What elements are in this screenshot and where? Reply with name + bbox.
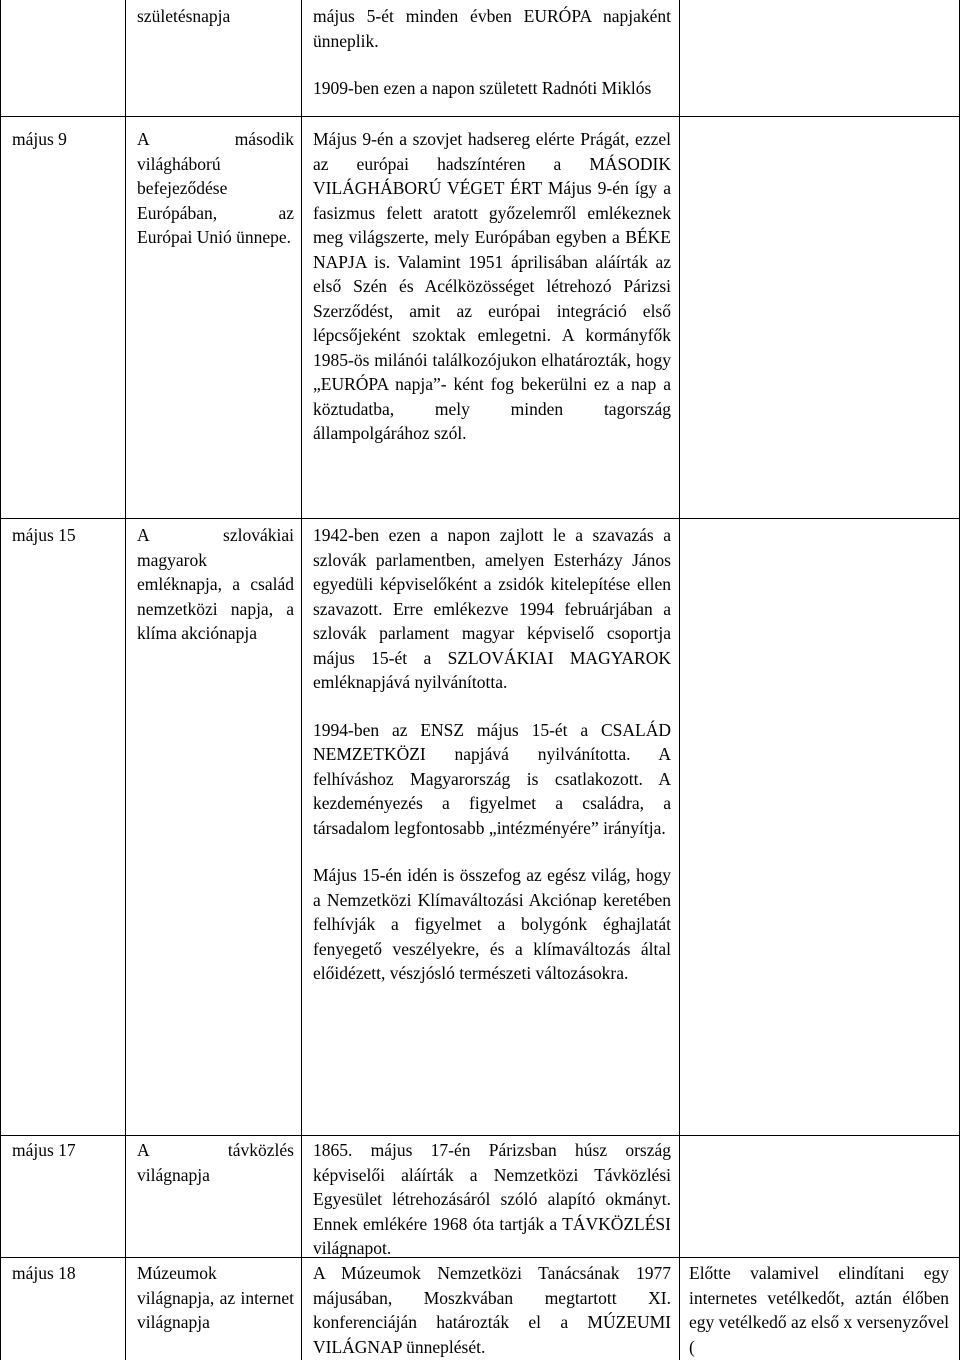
- notes-cell: Előtte valamivel elindítani egy internetes vetélkedőt, aztán élőben egy vetélkedő az első x versenyzővel (: [689, 1263, 949, 1357]
- row-divider: [0, 116, 960, 117]
- row-divider: [0, 518, 960, 519]
- details-cell: [313, 4, 671, 101]
- date-cell: május 15: [12, 525, 76, 545]
- details-cell: [313, 523, 671, 986]
- detail-paragraph: Május 9-én a szovjet hadsereg elérte Prágát, ezzel az európai hadszíntéren a MÁSODIK VILÁGHÁBORÚ VÉGET ÉRT Május 9-én így a fasizmus felett aratott győzelemről emlékeznek meg világszerte, mely Európában egyben a BÉKE NAPJA is. Valamint 1951 áprilisában aláírták az első Szén és Acélközösséget létrehozó Párizsi Szerződést, amit az európai integráció első lépcsőjeként szoktak emlegetni. A kormányfők 1985-ös milánói találkozójukon elhatározták, hogy „EURÓPA napja”- ként fog bekerülni ez a nap a köztudatba, mely minden tagország állampolgárához szól.: [313, 129, 671, 443]
- detail-paragraph: 1994-ben az ENSZ május 15-ét a CSALÁD NEMZETKÖZI napjává nyilvánította. A felhíváshoz Magyarország is csatlakozott. A kezdeményezés a figyelmet a családra, a társadalom legfontosabb „intézményére” irányítja.: [313, 719, 671, 838]
- date-cell: május 18: [12, 1263, 76, 1283]
- detail-paragraph: 1909-ben ezen a napon született Radnóti Miklós: [313, 78, 652, 98]
- event-cell: A szlovákiai magyarok emléknapja, a család nemzetközi napja, a klíma akciónapja: [137, 525, 294, 643]
- details-cell: [313, 1261, 671, 1359]
- detail-paragraph: május 5-ét minden évben EURÓPA napjaként ünneplik.: [313, 6, 671, 51]
- details-cell: [313, 1138, 671, 1261]
- table-divider: [679, 0, 680, 1360]
- details-cell: [313, 127, 671, 446]
- date-cell: május 17: [12, 1140, 76, 1160]
- event-cell: Múzeumok világnapja, az internet világnapja: [137, 1263, 294, 1332]
- table-divider: [125, 0, 126, 1360]
- detail-paragraph: 1865. május 17-én Párizsban húsz ország képviselői aláírták a Nemzetközi Távközlési Egyesület létrehozásáról szóló alapító okmányt. Ennek emlékére 1968 óta tartják a TÁVKÖZLÉSI világnapot.: [313, 1140, 671, 1258]
- date-cell: május 9: [12, 129, 67, 149]
- detail-paragraph: A Múzeumok Nemzetközi Tanácsának 1977 májusában, Moszkvában megtartott XI. konferenciáján határozták el a MÚZEUMI VILÁGNAP ünneplését.: [313, 1263, 671, 1357]
- table-divider: [301, 0, 302, 1360]
- event-cell: A távközlés világnapja: [137, 1140, 294, 1185]
- detail-paragraph: 1942-ben ezen a napon zajlott le a szavazás a szlovák parlamentben, amelyen Esterházy János egyedüli képviselőként a zsidók kitelepítése ellen szavazott. Erre emlékezve 1994 februárjában a szlovák parlament magyar képviselő csoportja május 15-ét a SZLOVÁKIAI MAGYAROK emléknapjává nyilvánította.: [313, 525, 671, 692]
- row-divider: [0, 1135, 960, 1136]
- event-cell: születésnapja: [137, 6, 231, 26]
- detail-paragraph: Május 15-én idén is összefog az egész világ, hogy a Nemzetközi Klímaváltozási Akciónap keretében felhívják a figyelmet a bolygónk éghajlatát fenyegető veszélyekre, és a klímaváltozás által előidézett, vészjósló természeti változásokra.: [313, 865, 671, 983]
- table-border-left: [0, 0, 1, 1360]
- event-cell: A második világháború befejeződése Európában, az Európai Unió ünnepe.: [137, 129, 294, 247]
